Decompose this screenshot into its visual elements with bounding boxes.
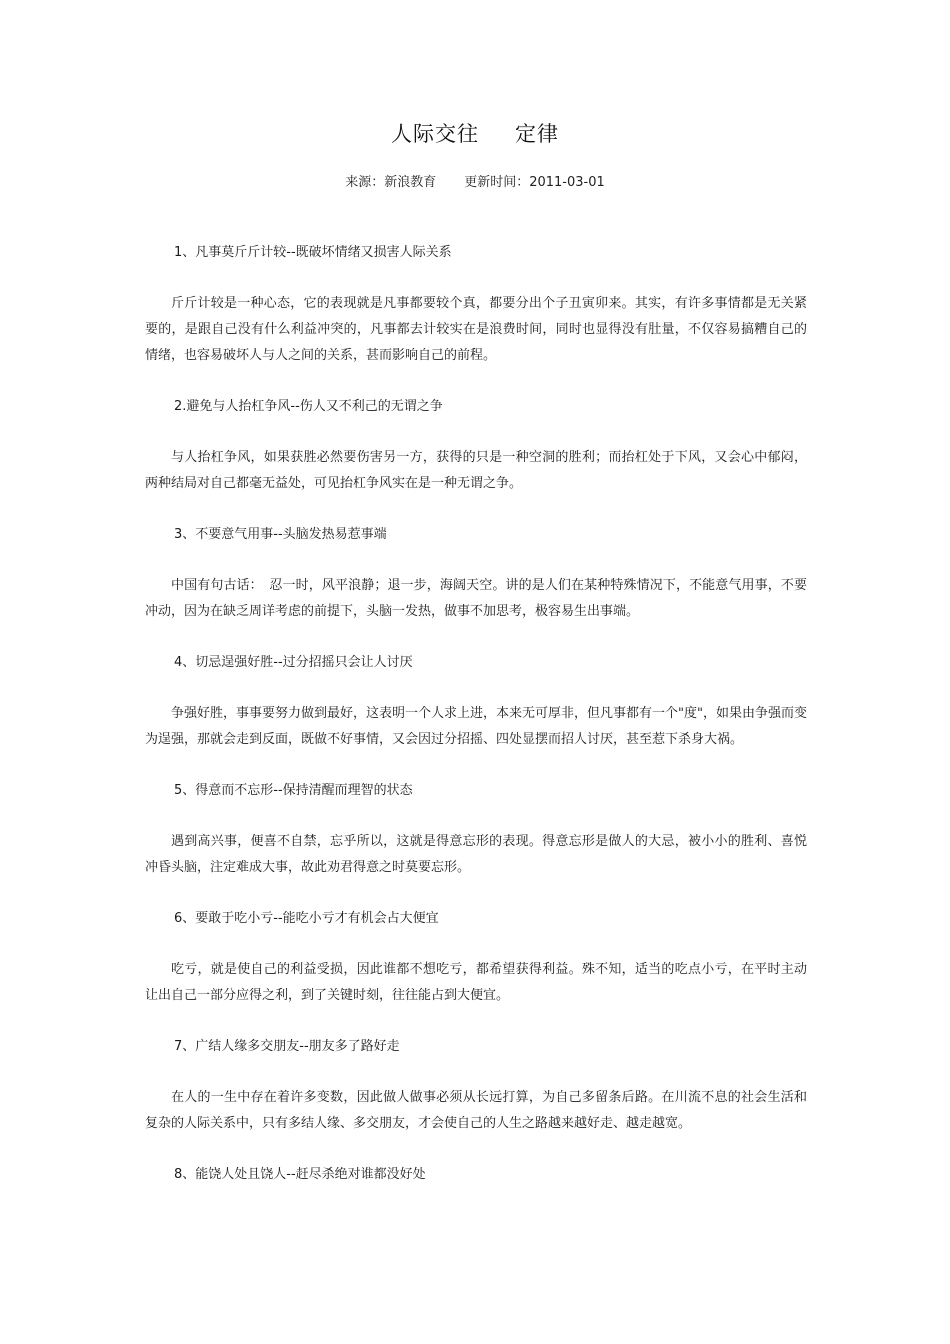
section-paragraph: 与人抬杠争风，如果获胜必然要伤害另一方，获得的只是一种空洞的胜利；而抬杠处于下风，又会心中郁闷，两种结局对自己都毫无益处，可见抬杠争风实在是一种无谓之争。 [145,450,807,491]
section-paragraph: 吃亏，就是使自己的利益受损，因此谁都不想吃亏，都希望获得利益。殊不知，适当的吃点小亏，在平时主动让出自己一部分应得之利，到了关键时刻，往往能占到大便宜。 [145,962,807,1003]
page-title [0,118,950,148]
section-heading: 4、切忌逞强好胜--过分招摇只会让人讨厌 [174,655,413,670]
article-body [145,240,807,1187]
section-heading: 8、能饶人处且饶人--赶尽杀绝对谁都没好处 [174,1167,426,1182]
article-meta [0,171,950,190]
title-suffix: 定律 [515,122,559,146]
section-2 [145,394,807,497]
section-heading: 6、要敢于吃小亏--能吃小亏才有机会占大便宜 [174,911,439,926]
section-heading: 2.避免与人抬杠争风--伤人又不利己的无谓之争 [174,399,443,414]
section-heading: 3、不要意气用事--头脑发热易惹事端 [174,527,387,542]
section-paragraph: 中国有句古话： 忍一时，风平浪静；退一步，海阔天空。讲的是人们在某种特殊情况下，不能意气用事，不要冲动，因为在缺乏周详考虑的前提下，头脑一发热，做事不加思考，极容易生出事端。 [145,578,807,619]
section-8 [145,1162,807,1187]
section-paragraph: 在人的一生中存在着许多变数，因此做人做事必须从长远打算，为自己多留条后路。在川流不息的社会生活和复杂的人际关系中，只有多结人缘、多交朋友，才会使自己的人生之路越来越好走、越走越宽。 [145,1090,807,1131]
section-6 [145,906,807,1009]
updated-label: 更新时间：2011-03-01 [464,175,605,190]
section-paragraph: 斤斤计较是一种心态，它的表现就是凡事都要较个真，都要分出个子丑寅卯来。其实，有许多事情都是无关紧要的，是跟自己没有什么利益冲突的，凡事都去计较实在是浪费时间，同时也显得没有肚量，不仅容易搞糟自己的情绪，也容易破坏人与人之间的关系，甚而影响自己的前程。 [145,296,807,363]
section-7 [145,1034,807,1137]
section-1 [145,240,807,369]
section-heading: 1、凡事莫斤斤计较--既破坏情绪又损害人际关系 [174,245,452,260]
section-heading: 7、广结人缘多交朋友--朋友多了路好走 [174,1039,400,1054]
section-paragraph: 争强好胜，事事要努力做到最好，这表明一个人求上进，本来无可厚非，但凡事都有一个"度"，如果由争强而变为逞强，那就会走到反面，既做不好事情，又会因过分招摇、四处显摆而招人讨厌，甚至惹下杀身大祸。 [145,706,807,747]
section-4 [145,650,807,753]
title-main: 人际交往 [391,122,479,146]
source-label: 来源：新浪教育 [345,175,437,190]
section-heading: 5、得意而不忘形--保持清醒而理智的状态 [174,783,413,798]
section-paragraph: 遇到高兴事，便喜不自禁，忘乎所以，这就是得意忘形的表现。得意忘形是做人的大忌，被小小的胜利、喜悦冲昏头脑，注定难成大事，故此劝君得意之时莫要忘形。 [145,834,807,875]
section-5 [145,778,807,881]
section-3 [145,522,807,625]
